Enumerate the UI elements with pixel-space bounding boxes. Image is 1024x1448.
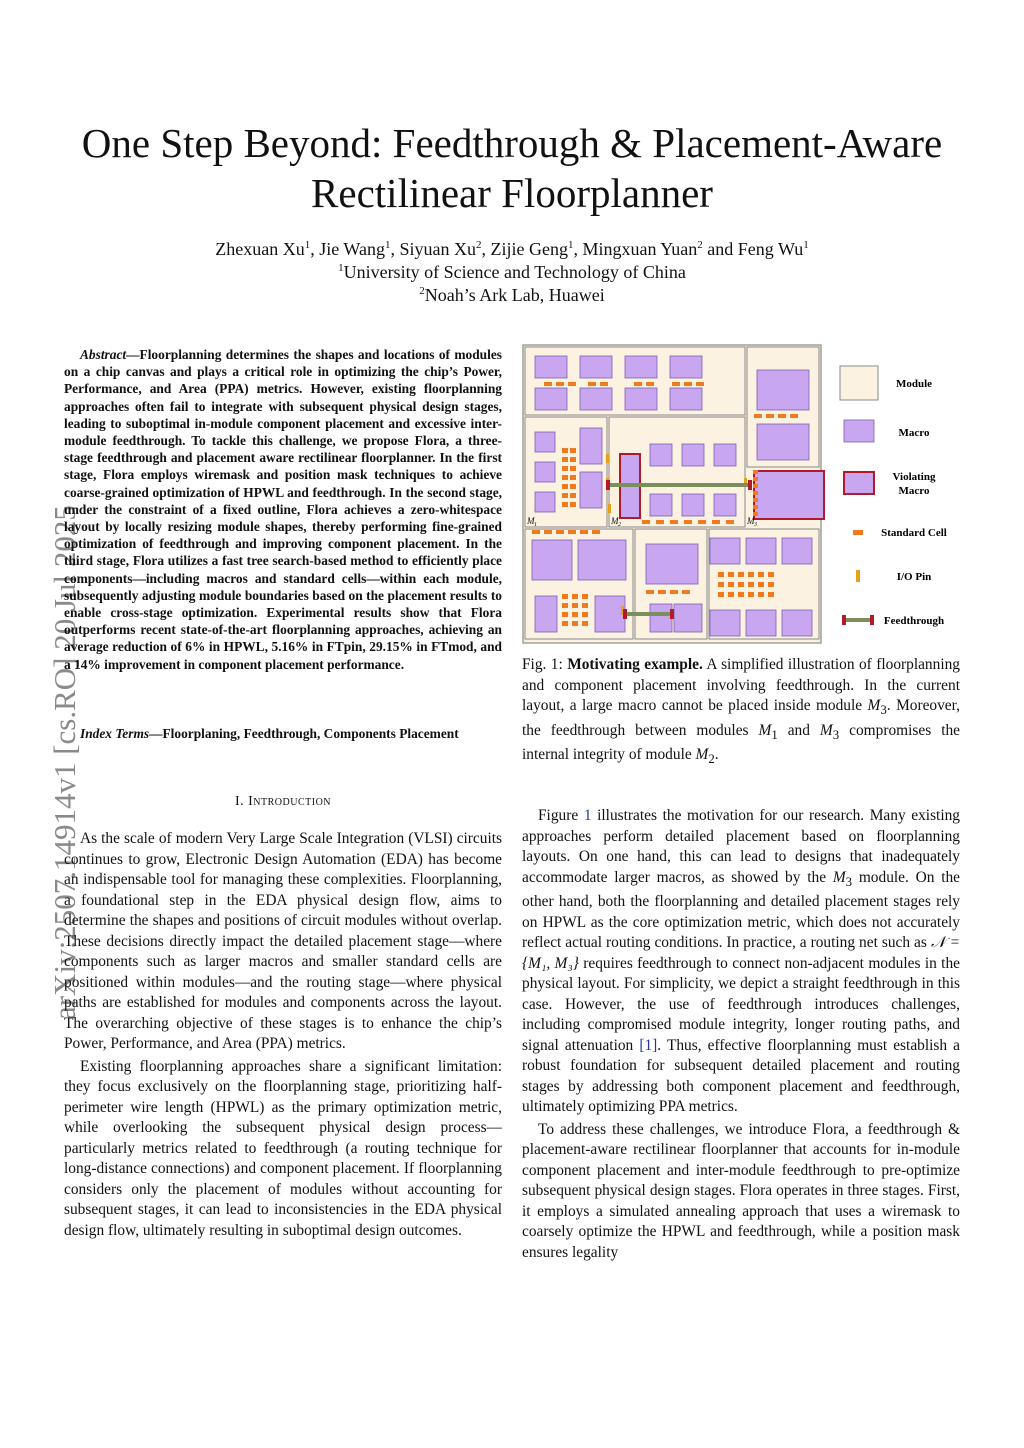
text: requires feedthrough to connect non-adjacent modules in the physical layout. For simplicity, we depict a straight feedthrough in this case. However, the use of feedthrough introduces challenges, including compromised module integrity, longer routing paths, and signal attenuation (522, 954, 960, 1054)
figure-caption (522, 655, 960, 770)
arxiv-identifier: arXiv:2507.14914v1 [cs.RO] 20 Jul 2025 (47, 505, 82, 1020)
macro (670, 356, 702, 378)
author-block (40, 238, 984, 307)
legend-violating-swatch (844, 472, 874, 494)
floorplan-diagram (522, 344, 962, 646)
section-heading (64, 794, 502, 810)
math-sub: 1 (771, 727, 778, 742)
legend-macro-label: Macro (898, 427, 930, 439)
module-label-m3: M (747, 516, 755, 526)
macro (535, 462, 555, 482)
module-label-sub: 3 (754, 522, 757, 528)
caption-title: Motivating example. (567, 656, 703, 673)
legend-module-label: Module (895, 378, 933, 390)
math-sub: 3 (880, 703, 887, 718)
math-sub: 2 (708, 752, 715, 767)
math-m: M (819, 721, 833, 739)
macro (650, 444, 672, 466)
macro (757, 424, 809, 460)
macro (782, 538, 812, 564)
legend-violating-label-2: Macro (898, 485, 930, 497)
macro (625, 388, 657, 410)
module-label-sub: 2 (618, 522, 621, 528)
legend-iopin-label: I/O Pin (896, 571, 932, 583)
module-label-m1: M (527, 516, 535, 526)
section-number: I. (234, 794, 245, 809)
index-terms-text: —Floorplaning, Feedthrough, Components Placement (149, 726, 459, 741)
macro (646, 544, 698, 584)
text: Figure (538, 807, 584, 824)
macro (710, 610, 740, 636)
section-title: Introduction (248, 794, 332, 809)
text: module. On the other hand, both the floorplanning and detailed placement stages rely on HPWL as the core optimization metric, which does not accurately reflect actual routing conditions. In practice, a routing net such as (522, 868, 961, 952)
macro (714, 444, 736, 466)
author: Feng Wu (737, 239, 804, 259)
macro (674, 604, 702, 632)
macro (580, 388, 612, 410)
intro-body (64, 829, 502, 1241)
abstract (64, 346, 502, 673)
intro-paragraph-2: Existing floorplanning approaches share a significant limitation: they focus exclusively on the floorplanning stage, prioritizing half-perimeter wire length (HPWL) as the primary optimization metric, while overlooking the subsequent physical design process—particularly metrics related to feedthrough (a routing technique for long-distance connections) and component placement. If floorplanning considers only the placement of modules without accounting for subsequent stages, it can lead to inconsistencies in the EDA physical design flow, ultimately resulting in suboptimal design outcomes. (64, 1057, 502, 1239)
math-m: M (832, 868, 846, 886)
legend-violating-label: Violating (892, 471, 936, 483)
macro (746, 538, 776, 564)
macro (625, 356, 657, 378)
macro (535, 388, 567, 410)
macro (578, 540, 626, 580)
affiliation-mark: 1 (803, 239, 809, 251)
math-m: M (695, 746, 709, 764)
caption-label: Fig. 1: (522, 656, 563, 673)
affiliation-text: University of Science and Technology of China (343, 262, 686, 282)
math-sub: 3 (845, 874, 853, 889)
right-body (522, 806, 960, 1263)
index-terms (64, 725, 502, 742)
affiliation-mark: 2 (697, 239, 703, 251)
and-word: and (707, 239, 734, 259)
module-label-m2: M (611, 516, 619, 526)
macro (535, 356, 567, 378)
affiliation-2 (40, 284, 984, 307)
author: Zhexuan Xu (215, 239, 305, 259)
intro-paragraph-1: As the scale of modern Very Large Scale Integration (VLSI) circuits continues to grow, Electronic Design Automation (EDA) has become an indispensable tool for managing these complexities. Floorplanning, a foundational step in the EDA physical design flow, aims to determine the shapes and positions of circuit modules without overlap. These decisions directly impact the detailed placement stage—where components such as larger macros and smaller standard cells are positioned within modules—and the routing stage—where physical paths are established for modules and components across the layout. The overarching objective of these stages is to enhance the chip’s Power, Performance, and Area (PPA) metrics. (64, 830, 502, 1052)
affiliation-mark: 1 (384, 239, 391, 251)
macro (532, 540, 572, 580)
title-line-2: Rectilinear Floorplanner (311, 170, 713, 216)
legend-feedthrough-label: Feedthrough (883, 615, 945, 627)
macro (580, 356, 612, 378)
macro (535, 596, 557, 632)
legend-stdcell-swatch (853, 530, 863, 535)
macro (650, 494, 672, 516)
macro (580, 428, 602, 464)
caption-text: and (777, 721, 820, 739)
paper-title (40, 118, 984, 218)
abstract-label: Abstract (80, 347, 127, 362)
abstract-text: —Floorplanning determines the shapes and locations of modules on a chip canvas and plays a critical role in optimizing the chip’s Power, Performance, and Area (PPA) metrics. However, existing floorplanning approaches often fail to integrate with subsequent physical design stages, leading to suboptimal in-module component placement and excessive inter-module feedthrough. To tackle this challenge, we propose Flora, a three-stage feedthrough and placement aware rectilinear floorplanner. In the first stage, Flora employs wiremask and position mask techniques to achieve coarse-grained optimization of HPWL and feedthrough. In the second stage, under the constraint of a fixed outline, Flora achieves a zero-whitespace layout by locally resizing module shapes, thereby performing fine-grained optimization of feedthrough and improving component placement. In the third stage, Flora utilizes a fast tree search-based method to efficiently place components—including macros and standard cells—within each module, subsequently adjusting module boundaries based on the placement results to enable cross-stage optimization. Experimental results show that Flora outperforms recent state-of-the-art floorplanning approaches, achieving an average reduction of 6% in HPWL, 5.16% in FTpin, 29.15% in FTmod, and a 14% improvement in component placement performance. (64, 347, 502, 672)
macro (535, 492, 555, 512)
affiliation-number: 2 (419, 285, 425, 297)
caption-text: compromises the internal integrity of module (522, 721, 960, 764)
affiliation-mark: 1 (304, 239, 311, 251)
author: Zijie Geng (490, 239, 568, 259)
macro (650, 604, 672, 632)
caption-text: . (714, 746, 719, 764)
right-paragraph-2: To address these challenges, we introduce Flora, a feedthrough & placement-aware rectilinear floorplanner that accounts for in-module component placement and inter-module feedthrough to pre-optimize subsequent physical design stages. Flora operates in three stages. First, it employs a simulated annealing approach that uses a wiremask to coarsely optimize the HPWL and feedthrough, while a position mask ensures legality (522, 1120, 960, 1261)
legend-iopin-swatch (856, 570, 860, 582)
affiliation-mark: 2 (475, 239, 482, 251)
violating-macro (754, 471, 824, 519)
affiliation-text: Noah’s Ark Lab, Huawei (424, 285, 605, 305)
legend-module-swatch (840, 366, 878, 400)
macro (670, 388, 702, 410)
macro (757, 370, 809, 410)
macro (710, 538, 740, 564)
author-list: Zhexuan Xu$^1$, Jie Wang$^1$, Siyuan Xu$^2$, Zijie Geng$^1$, Mingxuan Yuan$^2$ and Feng Wu$^1$ (215, 239, 809, 259)
text: . Thus, effective floorplanning must establish a robust foundation for subsequent detailed placement and routing stages by addressing both component placement and feedthrough, ultimately optimizing PPA metrics. (522, 1036, 961, 1116)
figure-1 (522, 344, 962, 646)
math-sub: 3 (832, 727, 840, 742)
math-net: 𝒩 = {M₁, M₃} (522, 934, 960, 972)
affiliation-1 (40, 261, 984, 284)
module-label-sub: 1 (534, 522, 537, 528)
math-m: M (758, 721, 772, 739)
macro (714, 494, 736, 516)
affiliation-number: 1 (338, 262, 344, 274)
text: illustrates the motivation for our research. Many existing approaches perform detailed placement based on floorplanning layouts. On one hand, this can lead to designs that inadequately accommodate larger macros, as showed by the (522, 807, 961, 886)
legend (840, 366, 947, 627)
author: Jie Wang (319, 239, 385, 259)
macro (595, 596, 625, 632)
citation-link[interactable]: [1] (639, 1036, 658, 1054)
affiliation-mark: 1 (567, 239, 574, 251)
macro (682, 494, 704, 516)
macro (682, 444, 704, 466)
caption-text: . Moreover, the feedthrough between modules (522, 697, 960, 739)
macro (782, 610, 812, 636)
title-line-1: One Step Beyond: Feedthrough & Placement-Aware (81, 120, 943, 166)
index-terms-label: Index Terms (80, 726, 150, 741)
author: Siyuan Xu (399, 239, 476, 259)
legend-macro-swatch (844, 420, 874, 442)
macro (580, 472, 602, 508)
author: Mingxuan Yuan (582, 239, 698, 259)
figure-ref-link[interactable]: 1 (583, 807, 592, 824)
right-paragraph-1 (522, 806, 960, 1118)
math-m: M (867, 697, 881, 714)
legend-stdcell-label: Standard Cell (881, 527, 947, 539)
caption-text: A simplified illustration of floorplanning and component placement involving feedthrough. In the current layout, a large macro cannot be placed inside module (522, 656, 960, 714)
macro (535, 432, 555, 452)
macro (746, 610, 776, 636)
